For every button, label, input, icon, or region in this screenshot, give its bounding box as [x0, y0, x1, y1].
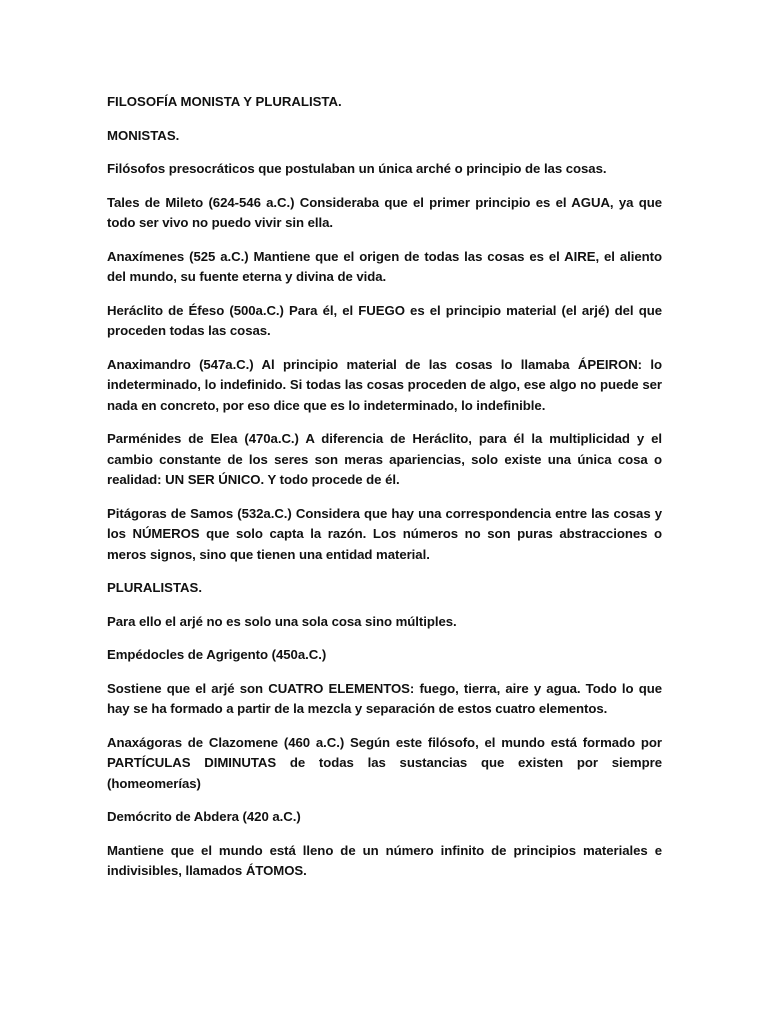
pluralists-intro: Para ello el arjé no es solo una sola cosa sino múltiples. [107, 613, 457, 629]
paragraph-tales: Tales de Mileto (624-546 a.C.) Consideraba que el primer principio es el AGUA, ya que todo ser vivo no puedo vivir sin ella. [107, 194, 662, 230]
paragraph-democrito: Mantiene que el mundo está lleno de un número infinito de principios materiales e indivisibles, llamados ÁTOMOS. [107, 842, 662, 878]
paragraph-anaximandro: Anaximandro (547a.C.) Al principio material de las cosas lo llamaba ÁPEIRON: lo indeterminado, lo indefinido. Si todas las cosas proceden de algo, ese algo no puede ser nada en concreto, por eso dice que es lo indeterminado, lo indefinible. [107, 356, 662, 413]
document-title: FILOSOFÍA MONISTA Y PLURALISTA. [107, 94, 342, 109]
monists-heading: MONISTAS. [107, 127, 180, 143]
pluralists-heading: PLURALISTAS. [107, 580, 202, 595]
paragraph-anaximenes: Anaxímenes (525 a.C.) Mantiene que el origen de todas las cosas es el AIRE, el aliento del mundo, su fuente eterna y divina de vida. [107, 248, 662, 284]
paragraph-anaxagoras: Anaxágoras de Clazomene (460 a.C.) Según este filósofo, el mundo está formado por PARTÍCULAS DIMINUTAS de todas las sustancias que existen por siempre (homeomerías) [107, 734, 662, 791]
paragraph-parmenides: Parménides de Elea (470a.C.) A diferencia de Heráclito, para él la multiplicidad y el cambio constante de los seres son meras apariencias, solo existe una única cosa o realidad: UN SER ÚNICO. Y todo procede de él. [107, 431, 662, 487]
paragraph-pitagoras: Pitágoras de Samos (532a.C.) Considera que hay una correspondencia entre las cosas y los NÚMEROS que solo capta la razón. Los números no son puras abstracciones o meros signos, sino que tienen una entidad material. [107, 505, 662, 562]
paragraph-democrito-name: Demócrito de Abdera (420 a.C.) [107, 809, 301, 824]
monists-intro: Filósofos presocráticos que postulaban un única arché o principio de las cosas. [107, 161, 607, 176]
paragraph-heraclito: Heráclito de Éfeso (500a.C.) Para él, el FUEGO es el principio material (el arjé) del que proceden todas las cosas. [107, 302, 662, 338]
paragraph-empedocles-name: Empédocles de Agrigento (450a.C.) [107, 647, 327, 662]
paragraph-empedocles: Sostiene que el arjé son CUATRO ELEMENTOS: fuego, tierra, aire y agua. Todo lo que hay se ha formado a partir de la mezcla y separación de estos cuatro elementos. [107, 680, 662, 716]
document-page [107, 92, 662, 895]
